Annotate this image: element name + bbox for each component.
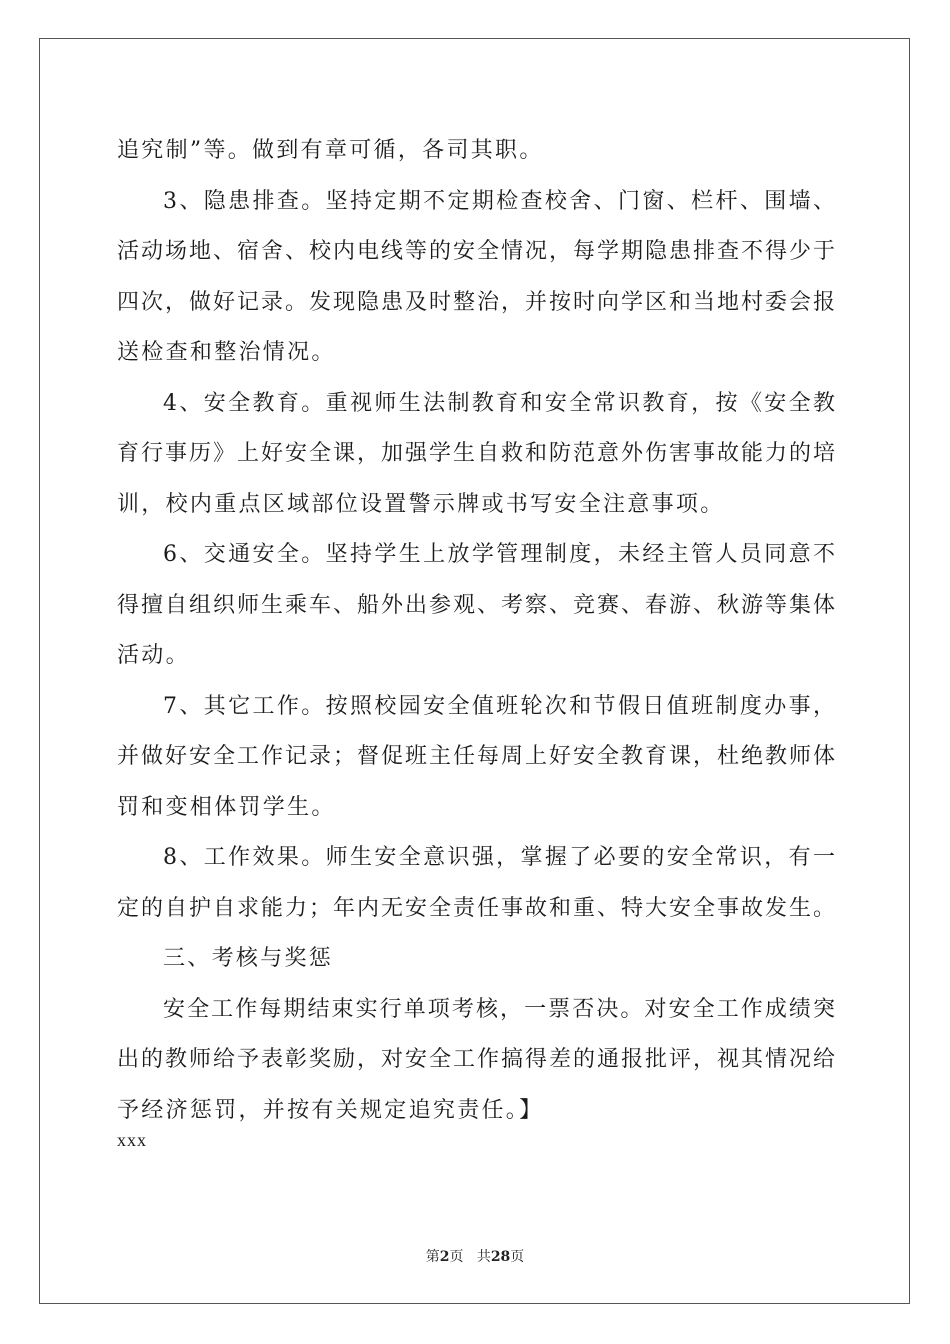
page-footer (0, 1246, 950, 1266)
paragraph-line: 予经济惩罚，并按有关规定追究责任。】 (117, 1097, 544, 1123)
page-unit: 页 (449, 1249, 464, 1265)
paragraph-line: 4、安全教育。重视师生法制教育和安全常识教育，按《安全教 (163, 390, 835, 416)
document-body (117, 126, 835, 1136)
page-prefix: 第 (425, 1249, 440, 1265)
page-number: 2 (439, 1249, 450, 1265)
paragraph-line: 训，校内重点区域部位设置警示牌或书写安全注意事项。 (117, 491, 725, 517)
paragraph-line: 活动场地、宿舍、校内电线等的安全情况，每学期隐患排查不得少于 (117, 239, 835, 264)
paragraph-line: 活动。 (117, 643, 190, 668)
total-pages: 28 (490, 1249, 511, 1265)
signature: xxx (117, 1130, 147, 1150)
paragraph-line: 出的教师给予表彰奖励，对安全工作搞得差的通报批评，视其情况给 (117, 1047, 835, 1072)
paragraph-line: 安全工作每期结束实行单项考核，一票否决。对安全工作成绩突 (163, 996, 835, 1022)
paragraph-line: 3、隐患排查。坚持定期不定期检查校舍、门窗、栏杆、围墙、 (163, 188, 835, 214)
paragraph-line: 定的自护自求能力；年内无安全责任事故和重、特大安全事故发生。 (117, 895, 835, 921)
paragraph-line: 7、其它工作。按照校园安全值班轮次和节假日值班制度办事， (163, 693, 835, 719)
paragraph-line: 追究制”等。做到有章可循，各司其职。 (117, 138, 544, 163)
paragraph-line: 8、工作效果。师生安全意识强，掌握了必要的安全常识，有一 (163, 845, 835, 870)
paragraph-line: 四次，做好记录。发现隐患及时整治，并按时向学区和当地村委会报 (117, 289, 835, 315)
total-prefix: 共 (476, 1249, 491, 1265)
paragraph-line: 6、交通安全。坚持学生上放学管理制度，未经主管人员同意不 (163, 542, 835, 567)
paragraph-line: 育行事历》上好安全课，加强学生自救和防范意外伤害事故能力的培 (117, 441, 835, 466)
paragraph-line: 得擅自组织师生乘车、船外出参观、考察、竞赛、春游、秋游等集体 (117, 592, 835, 618)
paragraph-line: 送检查和整治情况。 (117, 340, 336, 365)
paragraph-line: 并做好安全工作记录；督促班主任每周上好安全教育课，杜绝教师体 (117, 744, 835, 769)
section-heading: 三、考核与奖惩 (163, 946, 334, 971)
paragraph-line: 罚和变相体罚学生。 (117, 794, 336, 820)
total-unit: 页 (510, 1249, 525, 1265)
